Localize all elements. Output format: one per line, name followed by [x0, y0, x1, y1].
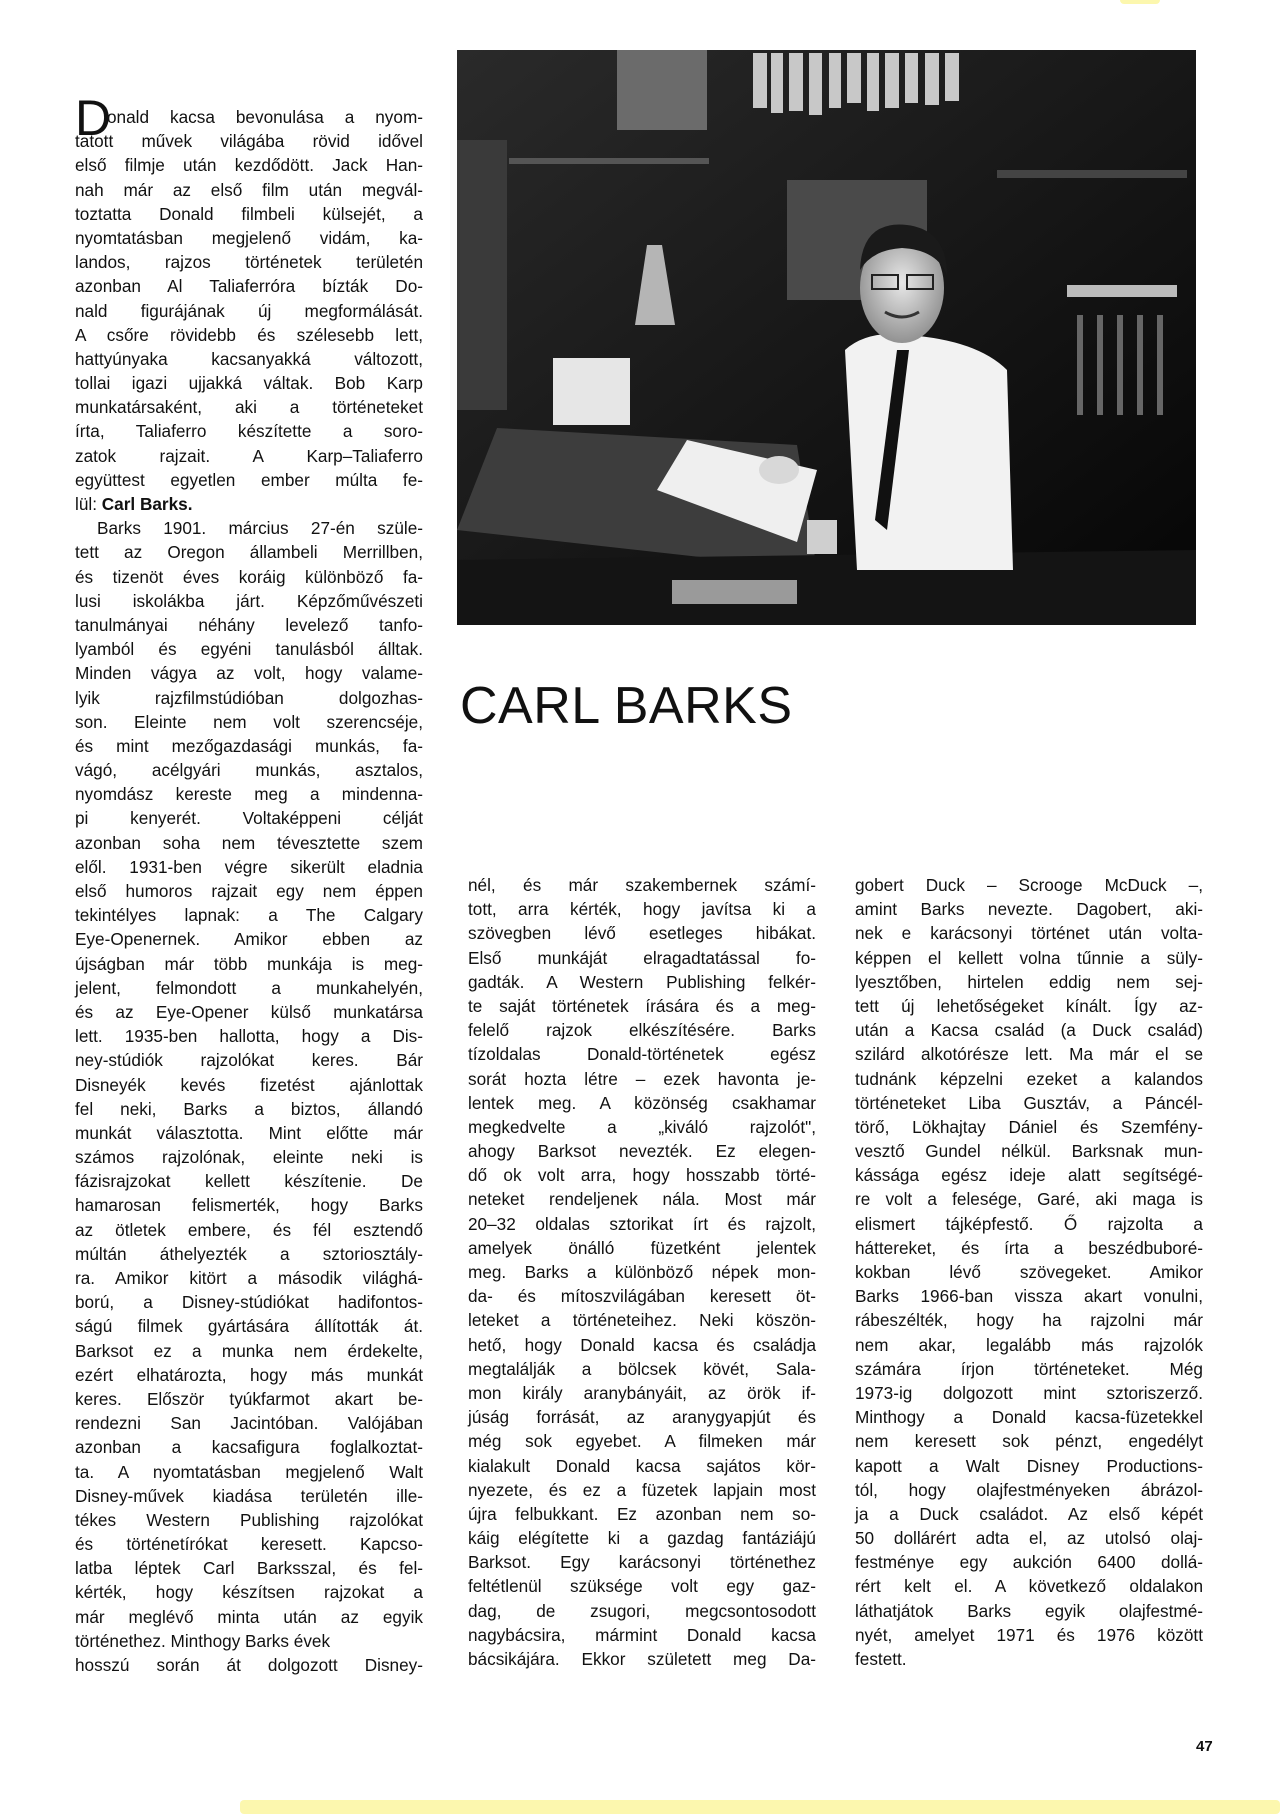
text-line: kássága egész ideje alatt segítségé- [855, 1165, 1203, 1186]
text-line: már meglévő minta után az egyik [75, 1606, 423, 1627]
text-line: nah már az első film után megvál- [75, 179, 423, 200]
text-line: hamarosan felismerték, hogy Barks [75, 1195, 423, 1216]
text-line: festett. [855, 1649, 907, 1669]
text-line: rendezni San Jacintóban. Valójában [75, 1413, 423, 1434]
text-line: történeteket Liba Gusztáv, a Páncél- [855, 1092, 1203, 1113]
text-line: tékes Western Publishing rajzolókat [75, 1509, 423, 1530]
text-line: lyesztőben, hirtelen eddig nem sej- [855, 971, 1203, 992]
drop-cap: D [75, 90, 112, 146]
print-smudge [240, 1800, 1280, 1814]
text-line: landos, rajzos történetek területén [75, 252, 423, 273]
text-line: azonban a kacsafigura foglalkoztat- [75, 1437, 423, 1458]
text-line: feltétlenül szüksége volt egy gaz- [468, 1576, 816, 1597]
text-line: lyamból és egyéni tanulásból álltak. [75, 639, 423, 660]
text-line: latba léptek Carl Barksszal, és fel- [75, 1558, 423, 1579]
text-line: tott, arra kérték, hogy javítsa ki a [468, 899, 816, 920]
text-line: gobert Duck – Scrooge McDuck –, [855, 875, 1203, 895]
text-line: amint Barks nevezte. Dagobert, aki- [855, 899, 1203, 920]
text-line: tudnánk képzelni ezeket a kalandos [855, 1068, 1203, 1089]
text-line: vágó, acélgyári munkás, asztalos, [75, 760, 423, 781]
text-line: nyomdász kereste meg a mindenna- [75, 784, 423, 805]
text-line: A csőre rövidebb és szélesebb lett, [75, 324, 423, 345]
page-number: 47 [1196, 1738, 1213, 1755]
text-line: re volt a felesége, Garé, aki maga is [855, 1189, 1203, 1210]
text-line: láthatjátok Barks egyik olajfestmé- [855, 1600, 1203, 1621]
text-line: Disneyék kevés fizetést ajánlottak [75, 1074, 423, 1095]
text-line: szilárd alkotórésze lett. Ma már el se [855, 1044, 1203, 1065]
bold-name: Carl Barks. [101, 494, 193, 514]
text-line: tatott művek világába rövid idővel [75, 131, 423, 152]
text-line: dag, de zsugori, megcsontosodott [468, 1600, 816, 1621]
text-line: kérték, hogy készítsen rajzokat a [75, 1582, 423, 1603]
text-segment: lül: [75, 494, 102, 514]
text-line: jelent, felmondott a munkahelyén, [75, 977, 423, 998]
text-line: és az Eye-Opener külső munkatársa [75, 1001, 423, 1022]
text-line: lentek meg. A közönség csakhamar [468, 1092, 816, 1113]
text-line: 50 dollárért adta el, az utolsó olaj- [855, 1528, 1203, 1549]
text-line: nagybácsira, mármint Donald kacsa [468, 1624, 816, 1645]
text-line: nyomtatásban megjelenő vidám, ka- [75, 227, 423, 248]
text-line: háttereket, és írta a beszédbuboré- [855, 1237, 1203, 1258]
text-line: 20–32 oldalas sztorikat írt és rajzolt, [468, 1213, 816, 1234]
text-line: Barksot ez a munka nem érdekelte, [75, 1340, 423, 1361]
text-line: nyezete, és ez a füzetek lapjain most [468, 1479, 816, 1500]
print-smudge [1120, 0, 1160, 4]
text-line: nem keresett sok pénzt, engedélyt [855, 1431, 1203, 1452]
text-line: dő ok volt arra, hogy hosszabb törté- [468, 1165, 816, 1186]
text-line [75, 492, 423, 516]
text-line: te saját történetek írására és a meg- [468, 995, 816, 1016]
text-line: megtalálják a bölcsek kövét, Sala- [468, 1358, 816, 1379]
text-line: első humoros rajzait egy nem éppen [75, 881, 423, 901]
text-line: még sok egyebet. A filmeken már [468, 1431, 816, 1452]
text-line: amelyek önálló füzetként jelentek [468, 1237, 816, 1258]
text-line: után a Kacsa család (a Duck család) [855, 1020, 1203, 1041]
text-line: tett az Oregon állambeli Merrillben, [75, 542, 423, 563]
text-line: Barks 1966-ban vissza akart vonulni, [855, 1286, 1203, 1307]
text-line: Eye-Openernek. Amikor ebben az [75, 929, 423, 950]
text-line: azonban Al Taliaferróra bízták Do- [75, 276, 423, 297]
text-line: ta. A nyomtatásban megjelenő Walt [75, 1461, 423, 1482]
text-line: tól, hogy olajfestményeken ábrázol- [855, 1479, 1203, 1500]
text-line: pi kenyerét. Voltaképpeni célját [75, 808, 423, 829]
text-line: fázisrajzokat kellett készítenie. De [75, 1171, 423, 1192]
text-line: hető, hogy Donald kacsa és családja [468, 1334, 816, 1355]
text-line: nem akar, legalább más rajzolók [855, 1334, 1203, 1355]
text-line: történethez. Minthogy Barks évek [75, 1630, 331, 1651]
text-line: elől. 1931-ben végre sikerült eladnia [75, 856, 423, 877]
text-line: szövegben lévő esetleges hibákat. [468, 923, 816, 944]
text-line: nek e karácsonyi történet után volta- [855, 923, 1203, 944]
text-line: rért kelt el. A következő oldalakon [855, 1576, 1203, 1597]
text-line: júság forrását, az aranygyapjút és [468, 1407, 816, 1428]
text-line: festménye egy aukción 6400 dollá- [855, 1552, 1203, 1573]
text-line: újságban már több munkája is meg- [75, 953, 423, 974]
text-line: munkát választotta. Mint előtte már [75, 1122, 423, 1143]
text-line: írta, Taliaferro készítette a soro- [75, 421, 423, 442]
text-line: és történetírókat keresett. Kapcso- [75, 1534, 423, 1555]
text-line: nél, és már szakembernek számí- [468, 875, 816, 895]
text-line: zatok rajzait. A Karp–Taliaferro [75, 445, 423, 466]
text-column-middle [468, 873, 816, 1671]
text-line: neteket rendeljenek nála. Most már [468, 1189, 816, 1210]
text-line: törő, Lökhajtay Dániel és Szemfény- [855, 1116, 1203, 1137]
text-line: 1973-ig dolgozott mint sztoriszerző. [855, 1382, 1203, 1403]
text-line: kialakult Donald kacsa sajátos kör- [468, 1455, 816, 1476]
text-line: sorát hozta létre – ezek havonta je- [468, 1068, 816, 1089]
text-line: megkedvelte a „kiváló rajzolót", [468, 1116, 816, 1137]
text-line: ságú filmek gyártására állították át. [75, 1316, 423, 1337]
text-line: son. Eleinte nem volt szerencséje, [75, 711, 423, 732]
text-line: nyét, amelyet 1971 és 1976 között [855, 1624, 1203, 1645]
text-line: keres. Először tyúkfarmot akart be- [75, 1388, 423, 1409]
text-line: első filmje után kezdődött. Jack Han- [75, 155, 423, 176]
photo-image [457, 50, 1196, 625]
text-column-right [855, 873, 1203, 1671]
text-line: és mint mezőgazdasági munkás, fa- [75, 735, 423, 756]
text-line: elismert tájképfestő. Ő rajzolta a [855, 1213, 1203, 1234]
text-line: az ötletek embere, és fél esztendő [75, 1219, 423, 1240]
text-line: ezért elhatározta, hogy más munkát [75, 1364, 423, 1385]
text-line: ra. Amikor kitört a második világhá- [75, 1268, 423, 1288]
text-line: számára írjon történeteket. Még [855, 1358, 1203, 1379]
text-line: ború, a Disney-stúdiókat hadifontos- [75, 1292, 423, 1313]
text-line: Minden vágya az volt, hogy valame- [75, 663, 423, 684]
text-line: kokban lévő szövegeket. Amikor [855, 1262, 1203, 1282]
text-line: Barks 1901. március 27-én szüle- [97, 518, 423, 539]
text-line: hosszú során át dolgozott Disney- [75, 1655, 423, 1675]
text-line: tanulmányai néhány levelező tanfo- [75, 614, 423, 635]
text-line: tett új lehetőségeket kínált. Így az- [855, 995, 1203, 1016]
text-line: kapott a Walt Disney Productions- [855, 1455, 1203, 1476]
text-line: nald figurájának új megformálását. [75, 300, 423, 321]
text-line: együttest egyetlen ember múlta fe- [75, 469, 423, 490]
text-line: vesztő Gundel nélkül. Barksnak mun- [855, 1141, 1203, 1162]
text-line: ney-stúdiók rajzolókat keres. Bár [75, 1050, 423, 1071]
text-line: da- és mítoszvilágában keresett öt- [468, 1286, 816, 1307]
text-line: múltán áthelyezték a sztoriosztály- [75, 1243, 423, 1264]
text-line: Disney-művek kiadása területén ille- [75, 1485, 423, 1506]
text-column-left [75, 90, 423, 1677]
text-line: bácsikájára. Ekkor született meg Da- [468, 1649, 816, 1669]
text-line: és tizenöt éves koráig különböző fa- [75, 566, 423, 587]
carl-barks-photo [457, 50, 1196, 625]
text-line: leteket a történeteihez. Neki köszön- [468, 1310, 816, 1331]
text-line: újra felbukkant. Ez azonban nem so- [468, 1503, 816, 1524]
text-line: Barksot. Egy karácsonyi történethez [468, 1552, 816, 1573]
article-title: CARL BARKS [460, 677, 793, 735]
text-line: toztatta Donald filmbeli külsejét, a [75, 203, 423, 224]
text-line: Minthogy a Donald kacsa-füzetekkel [855, 1407, 1203, 1428]
text-line: tízoldalas Donald-történetek egész [468, 1044, 816, 1065]
text-line: felelő rajzok elkészítésére. Barks [468, 1020, 816, 1041]
text-line: azonban soha nem tévesztette szem [75, 832, 423, 853]
text-line: mon király aranybányáit, az örök if- [468, 1382, 816, 1403]
text-line: tollai igazi ujjakká váltak. Bob Karp [75, 373, 423, 394]
text-line: lyik rajzfilmstúdióban dolgozhas- [75, 687, 423, 708]
text-line: fel neki, Barks a biztos, állandó [75, 1098, 423, 1119]
text-line: káig elégítette ki a gazdag fantáziájú [468, 1528, 816, 1549]
text-line: tekintélyes lapnak: a The Calgary [75, 905, 423, 926]
text-line: rábeszélték, hogy ha rajzolni már [855, 1310, 1203, 1331]
text-line: meg. Barks a különböző népek mon- [468, 1262, 816, 1282]
text-line: Első munkáját elragadtatással fo- [468, 947, 816, 968]
text-line: képpen el kellett volna tűnnie a süly- [855, 947, 1203, 968]
text-line: ja a Duck családot. Az első képét [855, 1503, 1203, 1524]
text-line: ahogy Barksot nevezték. Ez elegen- [468, 1141, 816, 1162]
text-line: gadták. A Western Publishing felkér- [468, 971, 816, 992]
text-line: hattyúnyaka kacsanyakká változott, [75, 348, 423, 369]
text-line: onald kacsa bevonulása a nyom- [107, 107, 423, 127]
text-line: lusi iskolákba járt. Képzőművészeti [75, 590, 423, 611]
text-line: lett. 1935-ben hallotta, hogy a Dis- [75, 1026, 423, 1047]
text-line: számos rajzolónak, eleinte neki is [75, 1147, 423, 1168]
text-line: munkatársaként, aki a történeteket [75, 397, 423, 418]
